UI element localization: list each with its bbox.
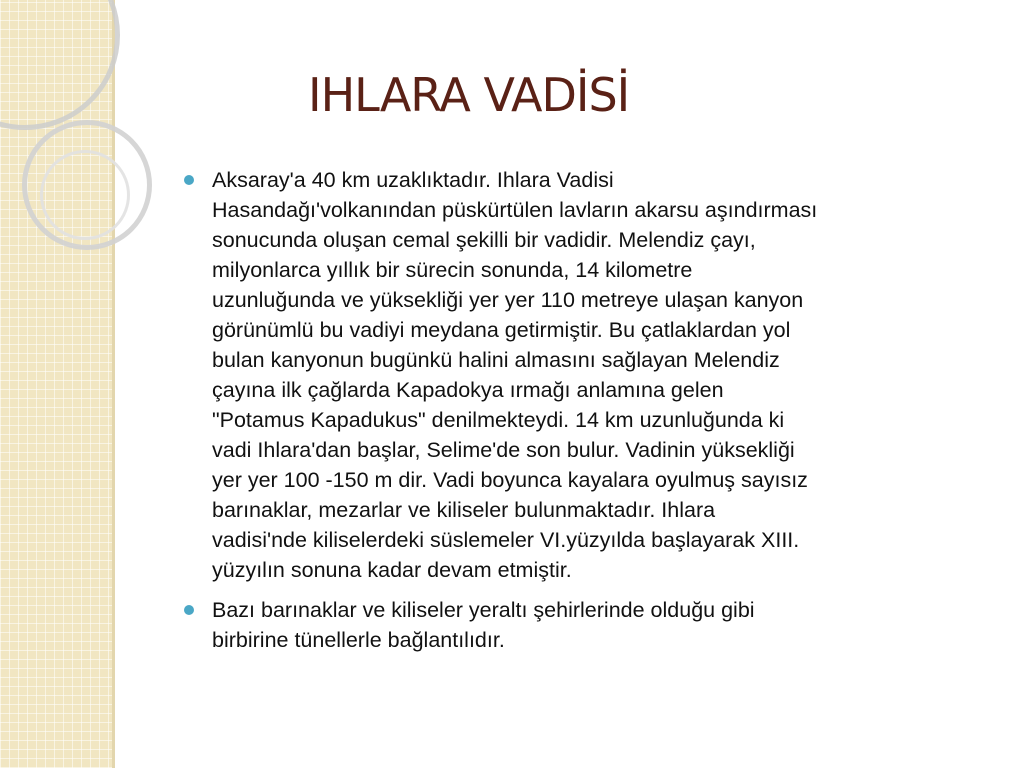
decorative-ring-inner bbox=[40, 150, 130, 240]
bullet-text bbox=[212, 595, 1004, 655]
text-line: bulan kanyonun bugünkü halini almasını sağlayan Melendiz bbox=[212, 348, 780, 372]
text-line: birbirine tünellerle bağlantılıdır. bbox=[212, 628, 505, 652]
text-line: milyonlarca yıllık bir sürecin sonunda, 14 kilometre bbox=[212, 258, 693, 282]
text-line: görünümlü bu vadiyi meydana getirmiştir. Bu çatlaklardan yol bbox=[212, 318, 791, 342]
bullet-dot-icon bbox=[184, 605, 194, 615]
text-line: uzunluğunda ve yüksekliği yer yer 110 metreye ulaşan kanyon bbox=[212, 288, 804, 312]
bullet-item-1 bbox=[184, 165, 1004, 585]
text-line: Aksaray'a 40 km uzaklıktadır. Ihlara Vadisi bbox=[212, 168, 614, 192]
bullet-dot-icon bbox=[184, 175, 194, 185]
bullet-list bbox=[184, 165, 1004, 665]
slide-title: IHLARA VADİSİ bbox=[308, 68, 630, 122]
text-line: vadi Ihlara'dan başlar, Selime'de son bulur. Vadinin yüksekliği bbox=[212, 438, 795, 462]
text-line: yüzyılın sonuna kadar devam etmiştir. bbox=[212, 558, 572, 582]
text-line: barınaklar, mezarlar ve kiliseler bulunmaktadır. Ihlara bbox=[212, 498, 716, 522]
text-line: Bazı barınaklar ve kiliseler yeraltı şehirlerinde olduğu gibi bbox=[212, 598, 755, 622]
text-line: sonucunda oluşan cemal şekilli bir vadidir. Melendiz çayı, bbox=[212, 228, 756, 252]
text-line: Hasandağı'volkanından püskürtülen lavların akarsu aşındırması bbox=[212, 198, 818, 222]
text-line: çayına ilk çağlarda Kapadokya ırmağı anlamına gelen bbox=[212, 378, 724, 402]
text-line: yer yer 100 -150 m dir. Vadi boyunca kayalara oyulmuş sayısız bbox=[212, 468, 808, 492]
bullet-text bbox=[212, 165, 1004, 585]
side-band-edge bbox=[112, 0, 115, 768]
text-line: vadisi'nde kiliselerdeki süslemeler VI.yüzyılda başlayarak XIII. bbox=[212, 528, 800, 552]
bullet-item-2 bbox=[184, 595, 1004, 655]
text-line: "Potamus Kapadukus" denilmekteydi. 14 km uzunluğunda ki bbox=[212, 408, 785, 432]
